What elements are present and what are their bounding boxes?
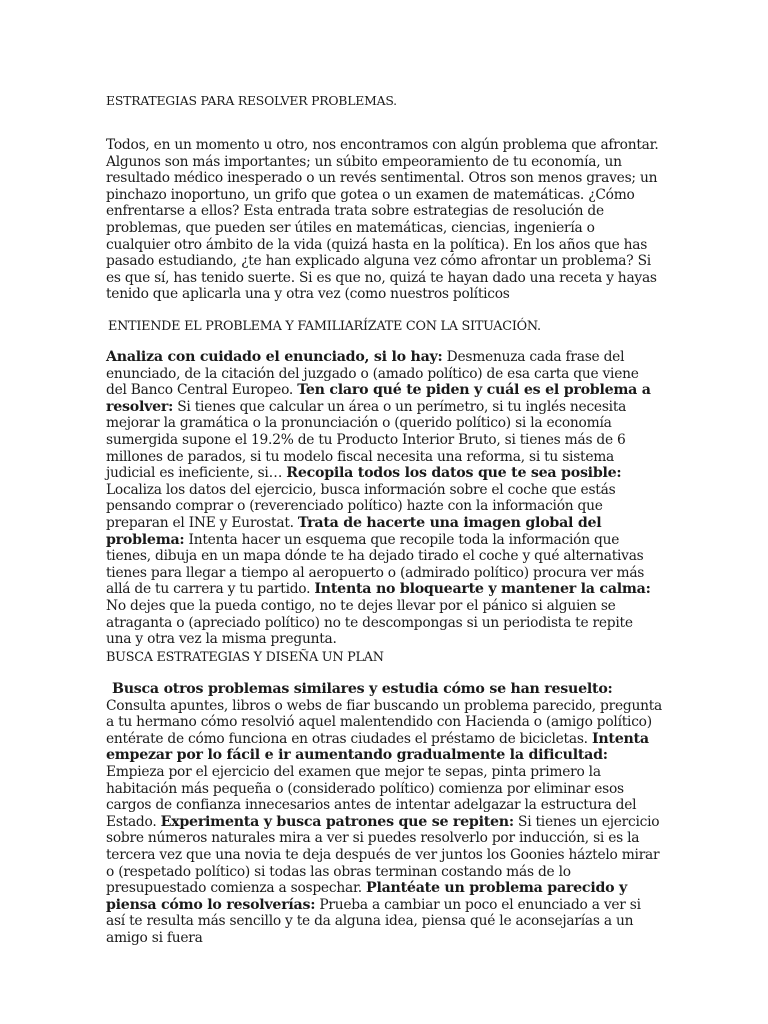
body-text: Localiza los datos del ejercicio, busca información sobre el coche que estás pensando comprar o (reverenciado político) hazte con la información que preparan el INE y Eurostat. [106, 481, 616, 531]
section-paragraph-understand [106, 349, 662, 648]
body-text: Intenta hacer un esquema que recopile toda la información que tienes, dibuja en un mapa dónde te ha dejado tirado el coche y qué alternativas tienes para llegar a tiempo al aeropuerto o (admirado político) procura ver más allá de tu carrera y tu partido. [106, 531, 645, 598]
bold-phrase: Experimenta y busca patrones que se repiten: [160, 813, 514, 830]
section-heading-understand: ENTIENDE EL PROBLEMA Y FAMILIARÍZATE CON LA SITUACIÓN. [108, 319, 541, 334]
section-heading-strategies: BUSCA ESTRATEGIAS Y DISEÑA UN PLAN [106, 650, 384, 665]
body-text: Desmenuza cada frase del enunciado, de la citación del juzgado o (amado político) de esa carta que viene del Banco Central Europeo. [106, 349, 639, 399]
bold-phrase: Intenta empezar por lo fácil e ir aumentando gradualmente la dificultad: [106, 730, 649, 764]
bold-phrase: Intenta no bloquearte y mantener la calma: [314, 581, 651, 598]
body-text: Prueba a cambiar un poco el enunciado a ver si así te resulta más sencillo y te da alguna idea, piensa qué le aconsejarías a un amigo si fuera [106, 896, 641, 946]
body-text: No dejes que la pueda contigo, no te dejes llevar por el pánico si alguien se atraganta o (apreciado político) no te descompongas si un periodista te repite una y otra vez la misma pregunta. [106, 597, 633, 648]
bold-phrase: Ten claro qué te piden y cuál es el problema a resolver: [106, 382, 651, 415]
bold-phrase: Busca otros problemas similares y estudia cómo se han resuelto: [112, 681, 613, 697]
bold-phrase: Analiza con cuidado el enunciado, si lo hay: [106, 349, 443, 365]
intro-paragraph: Todos, en un momento u otro, nos encontramos con algún problema que afrontar. Algunos son más importantes; un súbito empeoramiento de tu economía, un resultado médico inesperado o un revés sentimental. Otros son menos graves; un pinchazo inoportuno, un grifo que gotea o un examen de matemáticas. ¿Cómo enfrentarse a ellos? Esta entrada trata sobre estrategias de resolución de problemas, que pueden ser útiles en matemáticas, ciencias, ingeniería o cualquier otro ámbito de la vida (quizá hasta en la política). En los años que has pasado estudiando, ¿te han explicado alguna vez cómo afrontar un problema? Si es que sí, has tenido suerte. Si es que no, quizá te hayan dado una receta y hayas tenido que aplicarla una y otra vez (como nuestros políticos [106, 137, 659, 303]
bold-phrase: Trata de hacerte una imagen global del problema: [106, 514, 602, 548]
body-text: Si tienes que calcular un área o un perímetro, si tu inglés necesita mejorar la gramática o la pronunciación o (querido político) si la economía sumergida supone el 19.2% de tu Producto Interior Bruto, si tienes más de 6 millones de parados, si tu modelo fiscal necesita una reforma, si tu sistema judicial es ineficiente, si… [106, 398, 627, 482]
document-title: ESTRATEGIAS PARA RESOLVER PROBLEMAS. [106, 93, 397, 108]
body-text: Consulta apuntes, libros o webs de fiar buscando un problema parecido, pregunta a tu hermano cómo resolvió aquel malentendido con Hacienda o (amigo político) entérate de cómo funciona en otras ciudades el préstamo de bicicletas. [106, 697, 663, 747]
section-paragraph-strategies [106, 681, 662, 947]
body-text: Si tienes un ejercicio sobre números naturales mira a ver si puedes resolverlo por inducción, si es la tercera vez que una novia te deja después de ver juntos los Goonies háztelo mirar o (respetado político) si todas las obras terminan costando más de lo presupuestado comienza a sospechar. [106, 813, 660, 897]
bold-phrase: Recopila todos los datos que te sea posible: [286, 465, 622, 482]
body-text: Empieza por el ejercicio del examen que mejor te sepas, pinta primero la habitación más pequeña o (considerado político) comienza por eliminar esos cargos de confianza innecesarios antes de intentar adelgazar la estructura del Estado. [106, 763, 637, 830]
bold-phrase: Plantéate un problema parecido y piensa cómo lo resolverías: [106, 880, 628, 913]
